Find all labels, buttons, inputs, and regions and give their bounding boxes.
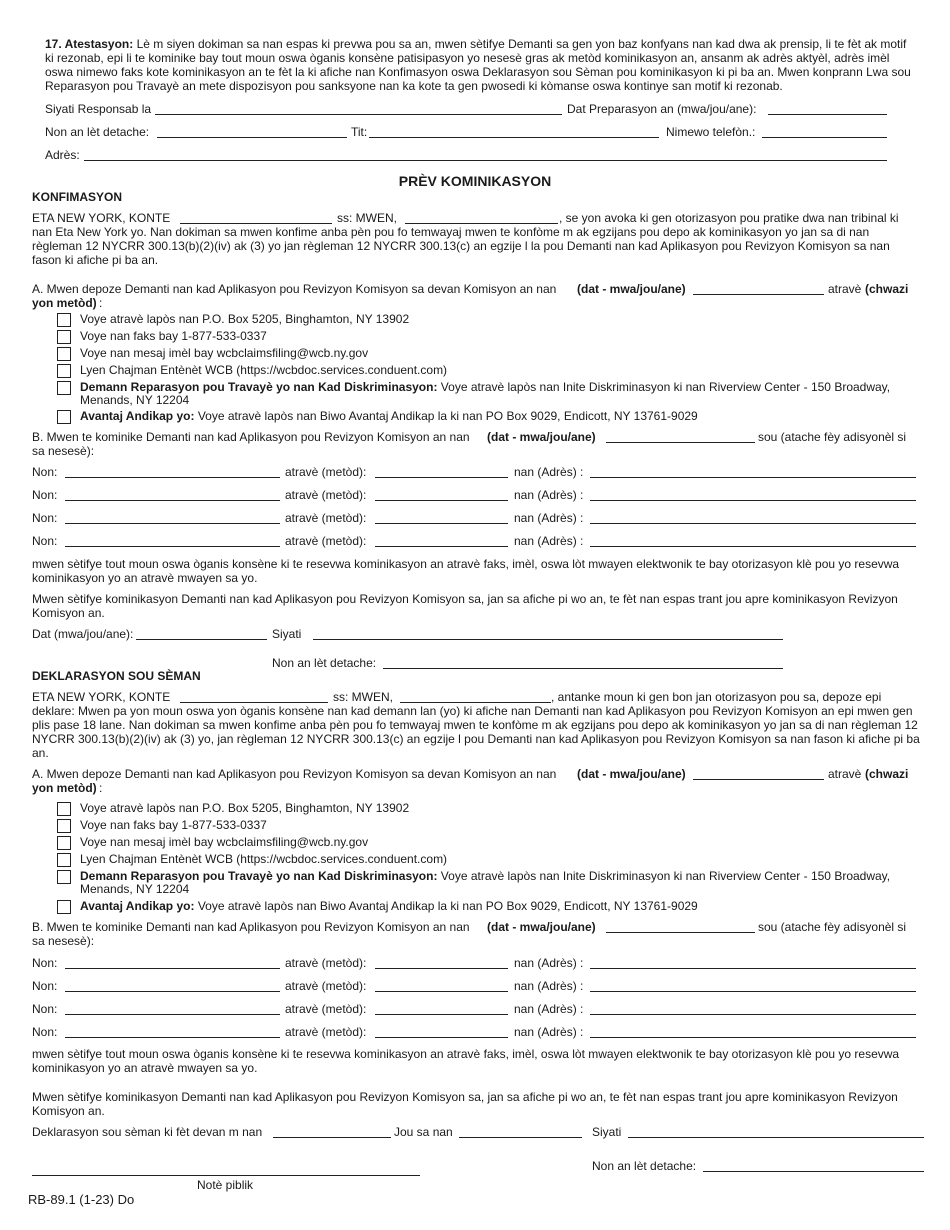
decl-r2-name-label: Non: xyxy=(32,979,58,993)
conf-r4-method-field[interactable] xyxy=(375,546,508,547)
conf-option-discrimination xyxy=(80,380,925,394)
address-field[interactable] xyxy=(84,160,887,161)
decl-r4-address-label: nan (Adrès) : xyxy=(514,1025,584,1039)
conf-b-text: B. Mwen te kominike Demanti nan kad Aplikasyon pou Revizyon Komisyon an nan xyxy=(32,430,470,444)
decl-day-label: Jou sa nan xyxy=(394,1125,453,1139)
notary-label: Notè piblik xyxy=(197,1178,254,1192)
conf-intro-rest: , se yon avoka ki gen otorizasyon pou pratike dwa nan tribinal ki xyxy=(559,211,899,225)
conf-r4-address-field[interactable] xyxy=(590,546,916,547)
conf-b-rest: sou (atache fèy adisyonèl si xyxy=(758,430,907,444)
decl-r4-address-field[interactable] xyxy=(590,1037,916,1038)
conf-b-rest2: sa nesesè): xyxy=(32,444,95,458)
attestation-text: Lè m siyen dokiman sa nan espas ki prevwa pou sa an, mwen sètifye Demanti sa gen yon baz konfyans nan kad dwa ak prensip, li te fèt ak motif ki rezonab, epi li te kominike bay tout moun oswa òganis konsène patisipasyon yo nesesè gras ak metòd kominikasyon an, ansanm ak adrès aktyèl, adrès imèl oswa nimewo faks kote kominikasyon an te fèt la ki afiche nan Konfimasyon oswa Deklarasyon sou Sèman pou kominikasyon ki pi ba an. Mwen konprann Lwa sou Reparasyon pou Travayè an mete dispozisyon pou sanksyone nan ka kote ta gen pwosedi ki kòmanse oswa kontinye san motif ki rezonab. xyxy=(45,37,911,93)
decl-name-field[interactable] xyxy=(400,702,551,703)
conf-name-field[interactable] xyxy=(405,223,558,224)
decl-checkbox-email[interactable] xyxy=(57,836,71,850)
confirmation-heading: KONFIMASYON xyxy=(32,190,122,204)
title-label: Tit: xyxy=(351,125,368,139)
form-id: RB-89.1 (1-23) Do xyxy=(28,1192,135,1207)
conf-r3-method-label: atravè (metòd): xyxy=(285,511,367,525)
responsible-signature-field[interactable] xyxy=(155,114,562,115)
decl-r3-name-field[interactable] xyxy=(65,1014,280,1015)
conf-option-disability-rest: Voye atravè lapòs nan Biwo Avantaj Andikap la ki nan PO Box 9029, Endicott, NY 13761-9029 xyxy=(197,409,698,423)
decl-a-colon: : xyxy=(99,781,103,795)
decl-r4-name-label: Non: xyxy=(32,1025,58,1039)
conf-a-method: (chwazi xyxy=(865,282,909,296)
conf-r1-name-field[interactable] xyxy=(65,477,280,478)
responsible-signature-label: Siyati Responsab la xyxy=(45,102,152,116)
conf-r4-name-label: Non: xyxy=(32,534,58,548)
conf-a-method2: yon metòd) xyxy=(32,296,97,310)
conf-option-email: Voye nan mesaj imèl bay wcbclaimsfiling@wcb.ny.gov xyxy=(80,346,369,360)
conf-r1-method-label: atravè (metòd): xyxy=(285,465,367,479)
attestation-label: 17. Atestasyon: xyxy=(45,37,134,51)
decl-option-upload: Lyen Chajman Entènèt WCB (https://wcbdoc.services.conduent.com) xyxy=(80,852,448,866)
preparation-date-label: Dat Preparasyon an (mwa/jou/ane): xyxy=(567,102,757,116)
conf-date-label: Dat (mwa/jou/ane): xyxy=(32,627,134,641)
decl-r4-method-field[interactable] xyxy=(375,1037,508,1038)
decl-r2-address-label: nan (Adrès) : xyxy=(514,979,584,993)
decl-state-label: ETA NEW YORK, KONTE xyxy=(32,690,171,704)
attestation-paragraph xyxy=(45,37,915,93)
decl-r1-address-label: nan (Adrès) : xyxy=(514,956,584,970)
conf-option-discrimination-rest: Voye atravè lapòs nan Inite Diskriminasyon ki nan Riverview Center - 150 Broadway, xyxy=(440,380,891,394)
conf-county-field[interactable] xyxy=(180,223,332,224)
conf-certify-timely: Mwen sètifye kominikasyon Demanti nan kad Aplikasyon pou Revizyon Komisyon sa, jan sa afiche pi wo an, te fèt nan espas trant jou apre kominikasyon Revizyon Komisyon an. xyxy=(32,592,898,620)
decl-printed-name-label: Non an lèt detache: xyxy=(592,1159,697,1173)
decl-signature-field[interactable] xyxy=(628,1137,924,1138)
decl-checkbox-disability[interactable] xyxy=(57,900,71,914)
conf-a-text: A. Mwen depoze Demanti nan kad Aplikasyon pou Revizyon Komisyon sa devan Komisyon an nan xyxy=(32,282,557,296)
notary-signature-line[interactable] xyxy=(32,1175,420,1176)
conf-a-colon: : xyxy=(99,296,103,310)
decl-option-disability xyxy=(80,899,925,913)
decl-intro-rest: , antanke moun ki gen bon jan otorizasyon pou sa, depoze epi xyxy=(551,690,882,704)
decl-option-mail: Voye atravè lapòs nan P.O. Box 5205, Binghamton, NY 13902 xyxy=(80,801,410,815)
decl-r3-address-label: nan (Adrès) : xyxy=(514,1002,584,1016)
printed-name-label: Non an lèt detache: xyxy=(45,125,150,139)
conf-r1-name-label: Non: xyxy=(32,465,58,479)
title-field[interactable] xyxy=(369,137,659,138)
conf-intro-body: nan Eta New York yo. Nan dokiman sa mwen konfime anba pèn pou fo temwayaj mwen te konfòme m ak egzijans pou depo ak kominikasyon yo jan sa di nan règleman 12 NYCRR 300.13(b)(2)(iv) ak (3) yo jan règleman 12 NYCRR 300.13(c) an egzije l la pou Demanti nan kad Aplikasyon pou Revizyon Komisyon sa nan fason ki afiche pi ba an. xyxy=(32,225,890,267)
decl-r2-method-field[interactable] xyxy=(375,991,508,992)
conf-signature-field[interactable] xyxy=(313,639,783,640)
conf-r2-name-label: Non: xyxy=(32,488,58,502)
conf-r4-method-label: atravè (metòd): xyxy=(285,534,367,548)
decl-option-discrimination-rest: Voye atravè lapòs nan Inite Diskriminasyon ki nan Riverview Center - 150 Broadway, xyxy=(440,869,891,883)
decl-checkbox-upload[interactable] xyxy=(57,853,71,867)
conf-b-date-field[interactable] xyxy=(606,442,755,443)
decl-ss-label: ss: MWEN, xyxy=(333,690,393,704)
decl-r1-name-field[interactable] xyxy=(65,968,280,969)
conf-checkbox-mail[interactable] xyxy=(57,313,71,327)
decl-r3-name-label: Non: xyxy=(32,1002,58,1016)
decl-b-date-field[interactable] xyxy=(606,932,755,933)
conf-r3-name-label: Non: xyxy=(32,511,58,525)
decl-signature-label: Siyati xyxy=(592,1125,622,1139)
decl-day-field[interactable] xyxy=(459,1137,582,1138)
conf-printed-name-label: Non an lèt detache: xyxy=(272,656,377,670)
declaration-heading: DEKLARASYON SOU SÈMAN xyxy=(32,669,201,683)
decl-option-fax: Voye nan faks bay 1-877-533-0337 xyxy=(80,818,267,832)
conf-a-via: atravè xyxy=(828,282,862,296)
conf-checkbox-fax[interactable] xyxy=(57,330,71,344)
decl-sworn-label: Deklarasyon sou sèman ki fèt devan m nan xyxy=(32,1125,263,1139)
address-label: Adrès: xyxy=(45,148,80,162)
decl-option-discrimination-rest2: Menands, NY 12204 xyxy=(80,882,190,896)
conf-option-fax: Voye nan faks bay 1-877-533-0337 xyxy=(80,329,267,343)
decl-r3-address-field[interactable] xyxy=(590,1014,916,1015)
decl-a-via: atravè xyxy=(828,767,862,781)
conf-r2-method-field[interactable] xyxy=(375,500,508,501)
decl-a-text: A. Mwen depoze Demanti nan kad Aplikasyon pou Revizyon Komisyon sa devan Komisyon an nan xyxy=(32,767,557,781)
conf-printed-name-field[interactable] xyxy=(383,668,783,669)
conf-r1-address-label: nan (Adrès) : xyxy=(514,465,584,479)
decl-option-discrimination xyxy=(80,869,925,883)
decl-r3-method-field[interactable] xyxy=(375,1014,508,1015)
conf-option-mail: Voye atravè lapòs nan P.O. Box 5205, Binghamton, NY 13902 xyxy=(80,312,410,326)
decl-option-discrimination-bold: Demann Reparasyon pou Travayè yo nan Kad Diskriminasyon: xyxy=(80,869,438,883)
conf-a-date-field[interactable] xyxy=(693,294,824,295)
conf-option-discrimination-bold: Demann Reparasyon pou Travayè yo nan Kad Diskriminasyon: xyxy=(80,380,438,394)
decl-option-disability-rest: Voye atravè lapòs nan Biwo Avantaj Andikap la ki nan PO Box 9029, Endicott, NY 13761-9029 xyxy=(197,899,698,913)
conf-certify-electronic: mwen sètifye tout moun oswa òganis konsène ki te resevwa kominikasyon an atravè faks, imèl, oswa lòt mwayen elektwonik te bay otorizasyon klè pou yo resevwa kominikasyon yo an atravè mwayen sa yo. xyxy=(32,557,900,585)
conf-option-upload: Lyen Chajman Entènèt WCB (https://wcbdoc.services.conduent.com) xyxy=(80,363,448,377)
decl-a-method: (chwazi xyxy=(865,767,909,781)
decl-b-text: B. Mwen te kominike Demanti nan kad Aplikasyon pou Revizyon Komisyon an nan xyxy=(32,920,470,934)
conf-b-date-label: (dat - mwa/jou/ane) xyxy=(487,430,596,444)
decl-intro-body: deklare: Mwen pa yon moun oswa yon òganis konsène nan kad demann lan (yo) ki afiche nan Demanti nan kad Aplikasyon pou Revizyon Komisyon an epi mwen gen plis pase 18 lane. Nan dokiman sa mwen konfime anba pèn pou fo temwayaj mwen te konfòme m ak egzijans pou depo ak kominikasyon yo jan sa di nan règleman 12 NYCRR 300.13(b)(2)(iv) ak (3) yo, jan règleman 12 NYCRR 300.13(c) an egzije l pou Demanti nan kad Aplikasyon pou Revizyon Komisyon sa nan fason ki afiche pi ba an. xyxy=(32,704,920,760)
decl-r3-method-label: atravè (metòd): xyxy=(285,1002,367,1016)
decl-a-method2: yon metòd) xyxy=(32,781,97,795)
decl-checkbox-mail[interactable] xyxy=(57,802,71,816)
decl-r1-method-field[interactable] xyxy=(375,968,508,969)
decl-county-field[interactable] xyxy=(180,702,328,703)
conf-checkbox-upload[interactable] xyxy=(57,364,71,378)
decl-a-date-field[interactable] xyxy=(693,779,824,780)
conf-r2-address-field[interactable] xyxy=(590,500,916,501)
page-title: PRÈV KOMINIKASYON xyxy=(398,173,552,189)
decl-b-rest: sou (atache fèy adisyonèl si xyxy=(758,920,907,934)
decl-a-date-label: (dat - mwa/jou/ane) xyxy=(577,767,686,781)
decl-option-disability-bold: Avantaj Andikap yo: xyxy=(80,899,195,913)
decl-checkbox-discrimination[interactable] xyxy=(57,870,71,884)
conf-checkbox-disability[interactable] xyxy=(57,410,71,424)
preparation-date-field[interactable] xyxy=(768,114,887,115)
conf-r2-address-label: nan (Adrès) : xyxy=(514,488,584,502)
phone-label: Nimewo telefòn.: xyxy=(666,125,756,139)
conf-r3-name-field[interactable] xyxy=(65,523,280,524)
conf-r4-name-field[interactable] xyxy=(65,546,280,547)
decl-r1-method-label: atravè (metòd): xyxy=(285,956,367,970)
conf-date-field[interactable] xyxy=(136,639,267,640)
decl-certify-timely: Mwen sètifye kominikasyon Demanti nan kad Aplikasyon pou Revizyon Komisyon sa, jan sa afiche pi wo an, te fèt nan espas trant jou apre kominikasyon Revizyon Komisyon an. xyxy=(32,1090,898,1118)
conf-option-disability-bold: Avantaj Andikap yo: xyxy=(80,409,195,423)
decl-printed-name-field[interactable] xyxy=(703,1171,924,1172)
conf-r3-address-field[interactable] xyxy=(590,523,916,524)
conf-r2-name-field[interactable] xyxy=(65,500,280,501)
conf-signature-label: Siyati xyxy=(272,627,302,641)
decl-b-rest2: sa nesesè): xyxy=(32,934,95,948)
decl-r2-address-field[interactable] xyxy=(590,991,916,992)
conf-ss-label: ss: MWEN, xyxy=(337,211,397,225)
conf-checkbox-email[interactable] xyxy=(57,347,71,361)
conf-checkbox-discrimination[interactable] xyxy=(57,381,71,395)
conf-a-date-label: (dat - mwa/jou/ane) xyxy=(577,282,686,296)
conf-r4-address-label: nan (Adrès) : xyxy=(514,534,584,548)
conf-r1-address-field[interactable] xyxy=(590,477,916,478)
conf-r3-address-label: nan (Adrès) : xyxy=(514,511,584,525)
decl-checkbox-fax[interactable] xyxy=(57,819,71,833)
phone-field[interactable] xyxy=(762,137,887,138)
decl-r2-method-label: atravè (metòd): xyxy=(285,979,367,993)
decl-r1-address-field[interactable] xyxy=(590,968,916,969)
decl-option-email: Voye nan mesaj imèl bay wcbclaimsfiling@wcb.ny.gov xyxy=(80,835,369,849)
conf-r1-method-field[interactable] xyxy=(375,477,508,478)
decl-r1-name-label: Non: xyxy=(32,956,58,970)
conf-option-discrimination-rest2: Menands, NY 12204 xyxy=(80,393,190,407)
decl-b-date-label: (dat - mwa/jou/ane) xyxy=(487,920,596,934)
conf-r3-method-field[interactable] xyxy=(375,523,508,524)
decl-r2-name-field[interactable] xyxy=(65,991,280,992)
decl-r4-name-field[interactable] xyxy=(65,1037,280,1038)
conf-option-disability xyxy=(80,409,925,423)
conf-r2-method-label: atravè (metòd): xyxy=(285,488,367,502)
decl-sworn-field[interactable] xyxy=(273,1137,391,1138)
decl-certify-electronic: mwen sètifye tout moun oswa òganis konsène ki te resevwa kominikasyon an atravè faks, imèl, oswa lòt mwayen elektwonik te bay otorizasyon klè pou yo resevwa kominikasyon yo an atravè mwayen sa yo. xyxy=(32,1047,900,1075)
printed-name-field[interactable] xyxy=(157,137,347,138)
decl-r4-method-label: atravè (metòd): xyxy=(285,1025,367,1039)
conf-state-label: ETA NEW YORK, KONTE xyxy=(32,211,171,225)
